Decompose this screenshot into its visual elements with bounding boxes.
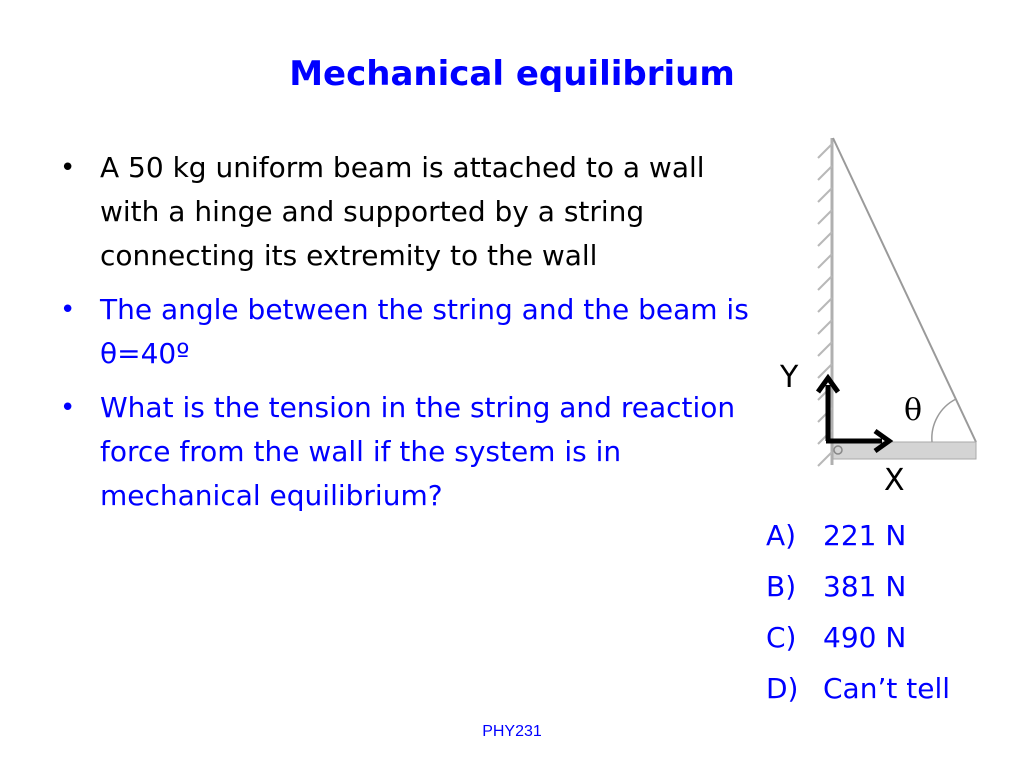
bullet-text: The angle between the string and the beam is θ=40º	[100, 293, 749, 370]
answer-option-c[interactable]	[766, 616, 1006, 667]
answer-value: 221 N	[823, 519, 907, 552]
bullet-dot-icon: •	[60, 153, 76, 183]
answer-letter: D)	[766, 672, 799, 705]
bullet-text: A 50 kg uniform beam is attached to a wall with a hinge and supported by a string connecting its extremity to the wall	[100, 151, 705, 272]
angle-symbol: θ	[904, 393, 923, 428]
bullet-list	[60, 146, 760, 528]
answer-value: Can’t tell	[823, 672, 950, 705]
answer-option-b[interactable]	[766, 565, 1006, 616]
y-axis-label: Y	[780, 360, 799, 395]
answer-letter: C)	[766, 621, 797, 654]
angle-arc	[932, 399, 956, 442]
bullet-item-angle	[60, 288, 760, 376]
answer-value: 381 N	[823, 570, 907, 603]
bullet-item-beam	[60, 146, 760, 278]
slide-footer: PHY231	[482, 723, 542, 740]
answer-value: 490 N	[823, 621, 907, 654]
x-axis-label: X	[884, 463, 905, 498]
answer-option-a[interactable]	[766, 514, 1006, 565]
answer-letter: A)	[766, 519, 797, 552]
bullet-text: What is the tension in the string and reaction force from the wall if the system is in mechanical equilibrium?	[100, 391, 736, 512]
slide-title: Mechanical equilibrium	[289, 54, 735, 94]
bullet-dot-icon: •	[60, 295, 76, 325]
beam-diagram-svg	[808, 130, 988, 475]
beam-diagram	[780, 130, 988, 498]
bullet-dot-icon: •	[60, 393, 76, 423]
answer-letter: B)	[766, 570, 797, 603]
answer-option-d[interactable]	[766, 667, 1006, 718]
beam	[833, 442, 976, 459]
answer-list	[766, 514, 1006, 718]
bullet-item-question	[60, 386, 760, 518]
